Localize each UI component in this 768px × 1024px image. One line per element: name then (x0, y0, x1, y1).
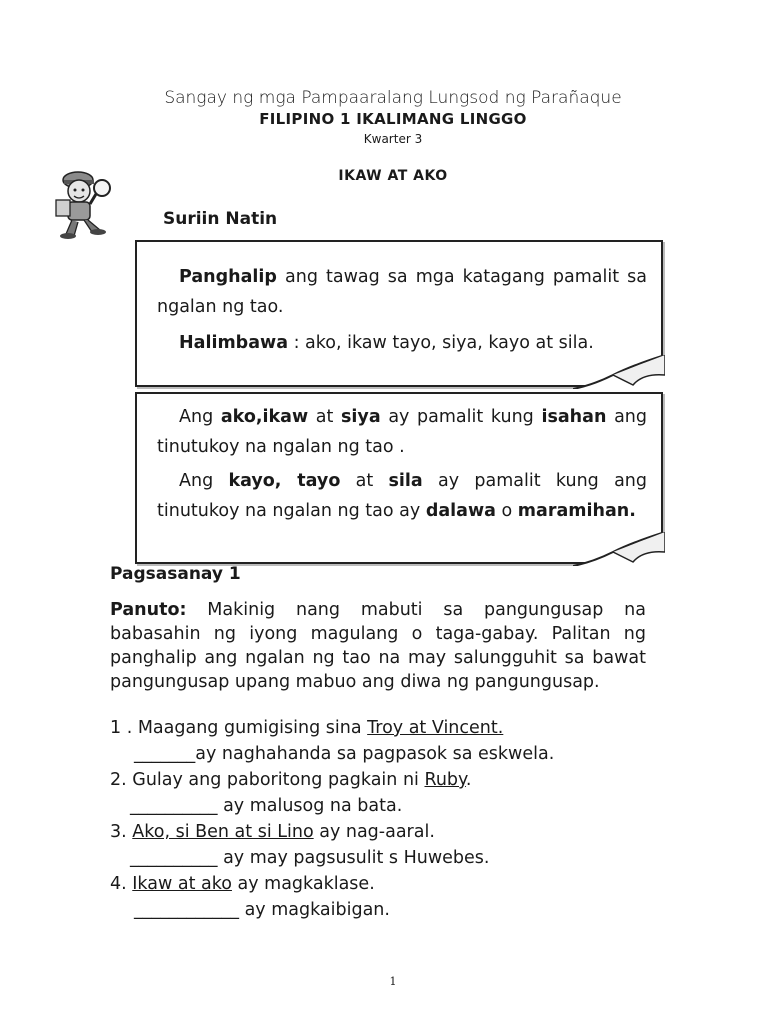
quarter-label: Kwarter 3 (363, 132, 423, 146)
lesson-title: IKAW AT AKO (338, 168, 448, 184)
instruction-label: Panuto: (110, 600, 187, 620)
exercise-item-3: 3. Ako, si Ben at si Lino ay nag-aaral. (110, 822, 435, 842)
exercise-item-2: 2. Gulay ang paboritong pagkain ni Ruby. (110, 770, 472, 790)
exercise-item-4: 4. Ikaw at ako ay magkaklase. (110, 874, 375, 894)
plural-usage-text: Ang kayo, tayo at sila ay pamalit kung ang tinutukoy na ngalan ng tao ay dalawa o maramihan. (157, 471, 647, 521)
instruction-paragraph: Panuto: Makinig nang mabuti sa pangungusap na babasahin ng iyong magulang o taga-gabay. Palitan ng panghalip ang ngalan ng tao na may salungguhit sa bawat pangungusap upang mabuo ang diwa ng pangungusap. (110, 600, 646, 692)
answer-line-1: _______ay naghahanda sa pagpasok sa eskwela. (134, 744, 555, 764)
page-number: 1 (389, 975, 397, 988)
page-curl-icon (573, 355, 665, 389)
answer-line-2: __________ ay malusog na bata. (130, 796, 403, 816)
answer-line-4: ____________ ay magkaibigan. (134, 900, 390, 920)
example-label: Halimbawa (179, 333, 288, 353)
definition-box (135, 240, 663, 387)
division-header: Sangay ng mga Pampaaralang Lungsod ng Parañaque (164, 88, 622, 108)
answer-line-3: __________ ay may pagsusulit s Huwebes. (130, 848, 490, 868)
answer-blank[interactable]: __________ (130, 796, 218, 816)
exercise-item-1: 1 . Maagang gumigising sina Troy at Vincent. (110, 718, 504, 738)
definition-text: Panghalip ang tawag sa mga katagang pamalit sa ngalan ng tao. (157, 267, 647, 317)
example-text: Halimbawa : ako, ikaw tayo, siya, kayo at sila. (179, 333, 594, 353)
answer-blank[interactable]: ____________ (134, 900, 239, 920)
term-panghalip: Panghalip (179, 267, 277, 287)
usage-box (135, 392, 663, 564)
answer-blank[interactable]: _______ (134, 744, 196, 764)
answer-blank[interactable]: __________ (130, 848, 218, 868)
section-heading-suriin: Suriin Natin (163, 209, 278, 229)
exercise-heading: Pagsasanay 1 (110, 564, 241, 584)
page-curl-icon (573, 532, 665, 566)
explorer-boy-magnifier-icon (52, 166, 116, 240)
singular-usage-text: Ang ako,ikaw at siya ay pamalit kung isahan ang tinutukoy na ngalan ng tao . (157, 407, 647, 457)
subject-header: FILIPINO 1 IKALIMANG LINGGO (259, 110, 527, 128)
